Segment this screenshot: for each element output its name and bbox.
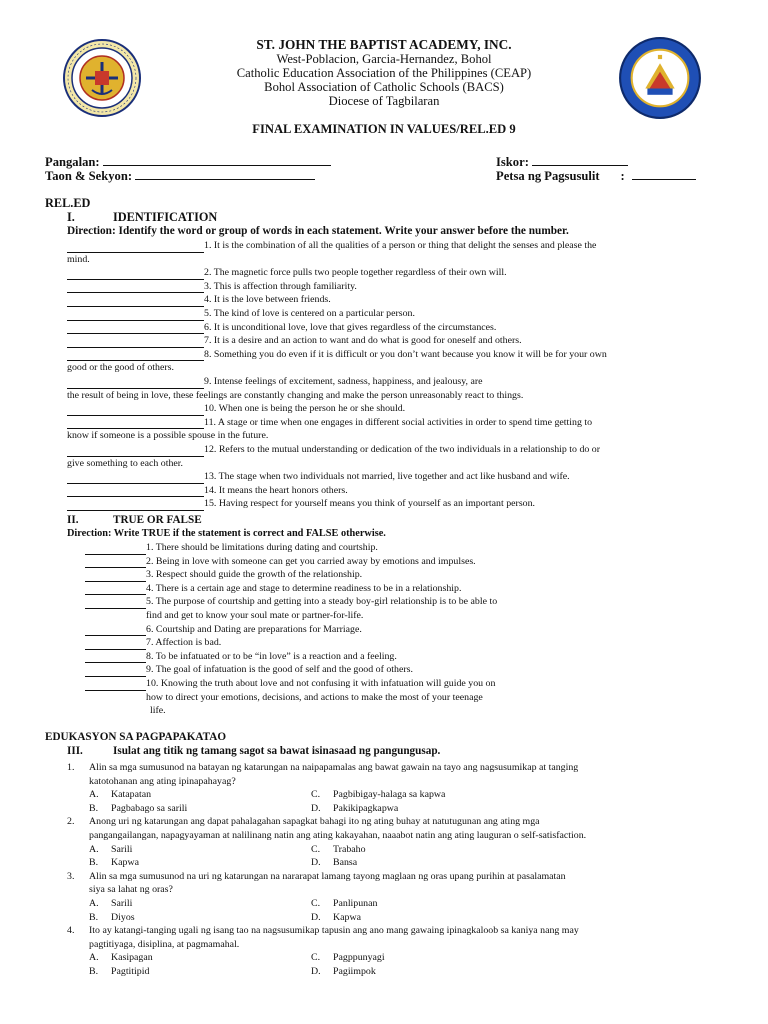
answer-blank[interactable] xyxy=(67,337,204,348)
affiliation-ceap: Catholic Education Association of the Philippines (CEAP) xyxy=(236,66,532,80)
option-letter: A. xyxy=(89,897,99,909)
item-text: 10. Knowing the truth about love and not confusing it with infatuation will guide you on xyxy=(146,677,496,689)
year-section-field[interactable] xyxy=(45,168,315,184)
diocese: Diocese of Tagbilaran xyxy=(328,94,440,108)
identification-item xyxy=(67,266,723,280)
item-text: 5. The purpose of courtship and getting into a steady boy-girl relationship is to be able to xyxy=(146,596,498,608)
answer-blank[interactable] xyxy=(67,446,204,457)
option-text: Kapwa xyxy=(111,857,139,869)
date-colon: : xyxy=(620,169,625,183)
item-continuation: know if someone is a possible spouse in the future. xyxy=(67,430,269,442)
year-section-blank[interactable] xyxy=(135,168,315,180)
identification-item xyxy=(67,443,723,457)
identification-item xyxy=(67,470,723,484)
option-row xyxy=(67,843,723,857)
option-text: Sarili xyxy=(111,843,133,855)
option-letter: D. xyxy=(311,911,321,923)
item-text: 1. It is the combination of all the qualities of a person or thing that delight the senses and please the xyxy=(204,240,597,251)
answer-blank[interactable] xyxy=(85,639,146,650)
question-number: 4. xyxy=(67,925,75,937)
option-text: Panlipunan xyxy=(333,897,378,909)
part3-title: Isulat ang titik ng tamang sagot sa bawat isinasaad ng pangungusap. xyxy=(113,745,441,757)
true-false-item xyxy=(67,582,723,596)
option-text: Pagbabago sa sarili xyxy=(111,802,188,814)
question-continuation: katotohanan ang ating ipinapahayag? xyxy=(89,775,236,787)
true-false-item xyxy=(67,541,723,555)
question-text: Alin sa mga sumusunod na uri ng katarungan na nararapat lamang tayong maglaan ng oras upang purihin at pasalamatan xyxy=(89,870,566,882)
item-text: 3. This is affection through familiarity. xyxy=(204,280,357,292)
item-text: 10. When one is being the person he or she should. xyxy=(204,403,406,415)
bacs-logo xyxy=(62,38,142,118)
identification-item xyxy=(67,348,723,362)
answer-blank[interactable] xyxy=(67,473,204,484)
question-number: 1. xyxy=(67,762,75,773)
identification-item xyxy=(67,293,723,307)
affiliation-bacs: Bohol Association of Catholic Schools (BACS) xyxy=(264,80,504,94)
option-text: Trabaho xyxy=(333,843,366,855)
answer-option[interactable] xyxy=(311,802,511,816)
item-text: 6. Courtship and Dating are preparations for Marriage. xyxy=(146,623,362,635)
school-address: West-Poblacion, Garcia-Hernandez, Bohol xyxy=(276,52,492,66)
item-text: 8. Something you do even if it is difficult or you don’t want because you know it will be for your own xyxy=(204,348,607,360)
item-text: 15. Having respect for yourself means you think of yourself as an important person. xyxy=(204,498,536,510)
option-letter: D. xyxy=(311,802,321,814)
question xyxy=(67,870,723,884)
answer-blank[interactable] xyxy=(67,418,204,429)
answer-blank[interactable] xyxy=(67,310,204,321)
option-row xyxy=(67,897,723,911)
question-continuation: pangangailangan, napagyayaman at nalilinang natin ang ating kakayahan, naaabot natin ang ating lauguran o self-satisfaction. xyxy=(89,829,587,841)
answer-blank[interactable] xyxy=(67,486,204,497)
answer-option[interactable] xyxy=(89,843,311,857)
answer-option[interactable] xyxy=(311,965,511,979)
option-letter: A. xyxy=(89,789,99,801)
part3-heading xyxy=(67,745,440,759)
part2-direction: Direction: Write TRUE if the statement is correct and FALSE otherwise. xyxy=(67,528,386,539)
answer-option[interactable] xyxy=(89,897,311,911)
item-continuation: life. xyxy=(150,705,166,717)
item-text: 11. A stage or time when one engages in different social activities in order to spend time getting to xyxy=(204,416,593,428)
item-text: 7. Affection is bad. xyxy=(146,637,222,649)
true-false-item xyxy=(67,568,723,582)
item-continuation: give something to each other. xyxy=(67,457,184,469)
true-false-list xyxy=(67,541,723,718)
answer-option[interactable] xyxy=(89,965,311,979)
answer-option[interactable] xyxy=(89,951,311,965)
option-letter: D. xyxy=(311,857,321,869)
identification-list xyxy=(67,239,723,511)
esp-heading: EDUKASYON SA PAGPAPAKATAO xyxy=(45,731,227,743)
answer-blank[interactable] xyxy=(85,557,146,568)
identification-item xyxy=(67,484,723,498)
answer-blank[interactable] xyxy=(67,282,204,293)
answer-blank[interactable] xyxy=(67,323,204,334)
answer-blank[interactable] xyxy=(85,680,146,691)
part1-title: IDENTIFICATION xyxy=(113,210,218,224)
option-text: Sarili xyxy=(111,897,133,909)
item-text: 3. Respect should guide the growth of the relationship. xyxy=(146,569,363,581)
answer-blank[interactable] xyxy=(67,405,204,416)
option-text: Kasipagan xyxy=(111,952,153,964)
item-text: 12. Refers to the mutual understanding or dedication of the two individuals in a relationship to do or xyxy=(204,443,601,455)
answer-blank[interactable] xyxy=(85,666,146,677)
item-continuation: good or the good of others. xyxy=(67,362,174,374)
identification-item xyxy=(67,402,723,416)
option-letter: C. xyxy=(311,789,321,801)
answer-blank[interactable] xyxy=(67,269,204,280)
item-text: 9. Intense feelings of excitement, sadness, happiness, and jealousy, are xyxy=(204,375,483,387)
part1-number: I. xyxy=(67,210,75,224)
true-false-item xyxy=(67,650,723,664)
option-letter: A. xyxy=(89,952,99,964)
item-text: 1. There should be limitations during dating and courtship. xyxy=(146,542,378,553)
answer-blank[interactable] xyxy=(67,242,204,253)
answer-option[interactable] xyxy=(89,802,311,816)
date-field[interactable] xyxy=(496,168,696,184)
item-text: 2. The magnetic force pulls two people together regardless of their own will. xyxy=(204,267,507,279)
part3-number: III. xyxy=(67,745,83,757)
answer-option[interactable] xyxy=(311,911,511,925)
option-letter: C. xyxy=(311,952,321,964)
date-label: Petsa ng Pagsusulit xyxy=(496,169,600,183)
item-continuation: find and get to know your soul mate or partner-for-life. xyxy=(146,609,364,621)
option-row xyxy=(67,802,723,816)
item-text: 4. It is the love between friends. xyxy=(204,294,331,306)
option-text: Pagiimpok xyxy=(333,965,376,977)
question xyxy=(67,924,723,938)
option-text: Pagppunyagi xyxy=(333,952,385,964)
reled-heading: REL.ED xyxy=(45,196,91,210)
question-text: Anong uri ng katarungan ang dapat pahalagahan sapagkat bahagi ito ng ating buhay at natutugunan ang ating mga xyxy=(89,816,540,828)
true-false-item xyxy=(67,623,723,637)
answer-blank[interactable] xyxy=(67,296,204,307)
option-row xyxy=(67,788,723,802)
option-text: Pakikipagkapwa xyxy=(333,802,399,814)
option-text: Diyos xyxy=(111,911,135,923)
item-text: 14. It means the heart honors others. xyxy=(204,484,348,496)
year-section-label: Taon & Sekyon: xyxy=(45,169,133,183)
answer-option[interactable] xyxy=(311,897,511,911)
answer-blank[interactable] xyxy=(67,350,204,361)
answer-option[interactable] xyxy=(311,856,511,870)
option-text: Pagbibigay-halaga sa kapwa xyxy=(333,789,446,801)
option-row xyxy=(67,856,723,870)
identification-item xyxy=(67,280,723,294)
multiple-choice-list xyxy=(67,761,723,979)
question-number: 3. xyxy=(67,870,75,882)
question-text: Alin sa mga sumusunod na batayan ng katarungan na naipapamalas ang bawat gawain na tayo ang nagsusumikap at tanging xyxy=(89,762,579,773)
item-text: 6. It is unconditional love, love that gives regardless of the circumstances. xyxy=(204,321,497,333)
true-false-item xyxy=(67,555,723,569)
identification-item xyxy=(67,321,723,335)
question xyxy=(67,761,723,775)
sjba-logo xyxy=(618,36,702,120)
true-false-item xyxy=(67,677,723,691)
question-continuation: siya sa lahat ng oras? xyxy=(89,884,173,896)
answer-option[interactable] xyxy=(311,951,511,965)
option-text: Kapwa xyxy=(333,911,361,923)
question-number: 2. xyxy=(67,816,75,828)
item-text: 8. To be infatuated or to be “in love” is a reaction and a feeling. xyxy=(146,650,397,662)
score-blank[interactable] xyxy=(532,154,628,166)
name-label: Pangalan: xyxy=(45,155,100,169)
answer-option[interactable] xyxy=(311,788,511,802)
item-text: 5. The kind of love is centered on a particular person. xyxy=(204,307,415,319)
identification-item xyxy=(67,239,723,253)
item-continuation: mind. xyxy=(67,253,90,265)
answer-blank[interactable] xyxy=(85,598,146,609)
item-text: 4. There is a certain age and stage to determine readiness to be in a relationship. xyxy=(146,582,462,594)
option-letter: B. xyxy=(89,802,99,814)
school-header xyxy=(140,38,628,108)
identification-item xyxy=(67,334,723,348)
option-row xyxy=(67,965,723,979)
item-text: 2. Being in love with someone can get you carried away by emotions and impulses. xyxy=(146,555,476,567)
true-false-item xyxy=(67,663,723,677)
identification-item xyxy=(67,375,723,389)
part1-heading xyxy=(67,210,217,224)
option-row xyxy=(67,951,723,965)
score-label: Iskor: xyxy=(496,155,529,169)
answer-blank[interactable] xyxy=(67,500,204,511)
item-continuation: the result of being in love, these feelings are constantly changing and make the person unreasonably react to things. xyxy=(67,389,524,401)
answer-option[interactable] xyxy=(89,856,311,870)
exam-title: FINAL EXAMINATION IN VALUES/REL.ED 9 xyxy=(252,122,516,136)
option-letter: B. xyxy=(89,857,99,869)
true-false-item xyxy=(67,595,723,609)
option-letter: B. xyxy=(89,965,99,977)
question xyxy=(67,815,723,829)
option-letter: D. xyxy=(311,965,321,977)
name-blank[interactable] xyxy=(103,154,331,166)
part1-direction: Direction: Identify the word or group of words in each statement. Write your answer before the number. xyxy=(67,225,569,237)
option-text: Bansa xyxy=(333,857,358,869)
part2-number: II. xyxy=(67,514,79,526)
option-text: Pagtitipid xyxy=(111,965,150,977)
identification-item xyxy=(67,497,723,511)
option-text: Katapatan xyxy=(111,789,152,801)
identification-item xyxy=(67,307,723,321)
option-letter: C. xyxy=(311,897,321,909)
true-false-item xyxy=(67,636,723,650)
answer-blank[interactable] xyxy=(85,584,146,595)
option-letter: B. xyxy=(89,911,99,923)
answer-option[interactable] xyxy=(311,843,511,857)
part2-heading xyxy=(67,514,202,528)
school-name: ST. JOHN THE BAPTIST ACADEMY, INC. xyxy=(256,37,512,52)
item-text: 7. It is a desire and an action to want and do what is good for oneself and others. xyxy=(204,335,522,347)
question-text: Ito ay katangi-tanging ugali ng isang tao na nagsusumikap tapusin ang ano mang gawaing ipinagkaloob sa kaniya nang may xyxy=(89,925,579,937)
answer-blank[interactable] xyxy=(85,652,146,663)
answer-option[interactable] xyxy=(89,788,311,802)
option-letter: A. xyxy=(89,843,99,855)
part2-title: TRUE OR FALSE xyxy=(113,514,202,526)
identification-item xyxy=(67,416,723,430)
answer-blank[interactable] xyxy=(85,625,146,636)
answer-blank[interactable] xyxy=(67,378,204,389)
answer-blank[interactable] xyxy=(85,544,146,555)
option-letter: C. xyxy=(311,843,321,855)
option-row xyxy=(67,911,723,925)
answer-option[interactable] xyxy=(89,911,311,925)
item-continuation: how to direct your emotions, decisions, and actions to make the most of your teenage xyxy=(146,691,483,703)
answer-blank[interactable] xyxy=(85,571,146,582)
date-blank[interactable] xyxy=(632,168,696,180)
item-text: 9. The goal of infatuation is the good of self and the good of others. xyxy=(146,664,413,676)
question-continuation: pagtitiyaga, disiplina, at pagmamahal. xyxy=(89,938,240,950)
item-text: 13. The stage when two individuals not married, live together and act like husband and wife. xyxy=(204,471,570,483)
